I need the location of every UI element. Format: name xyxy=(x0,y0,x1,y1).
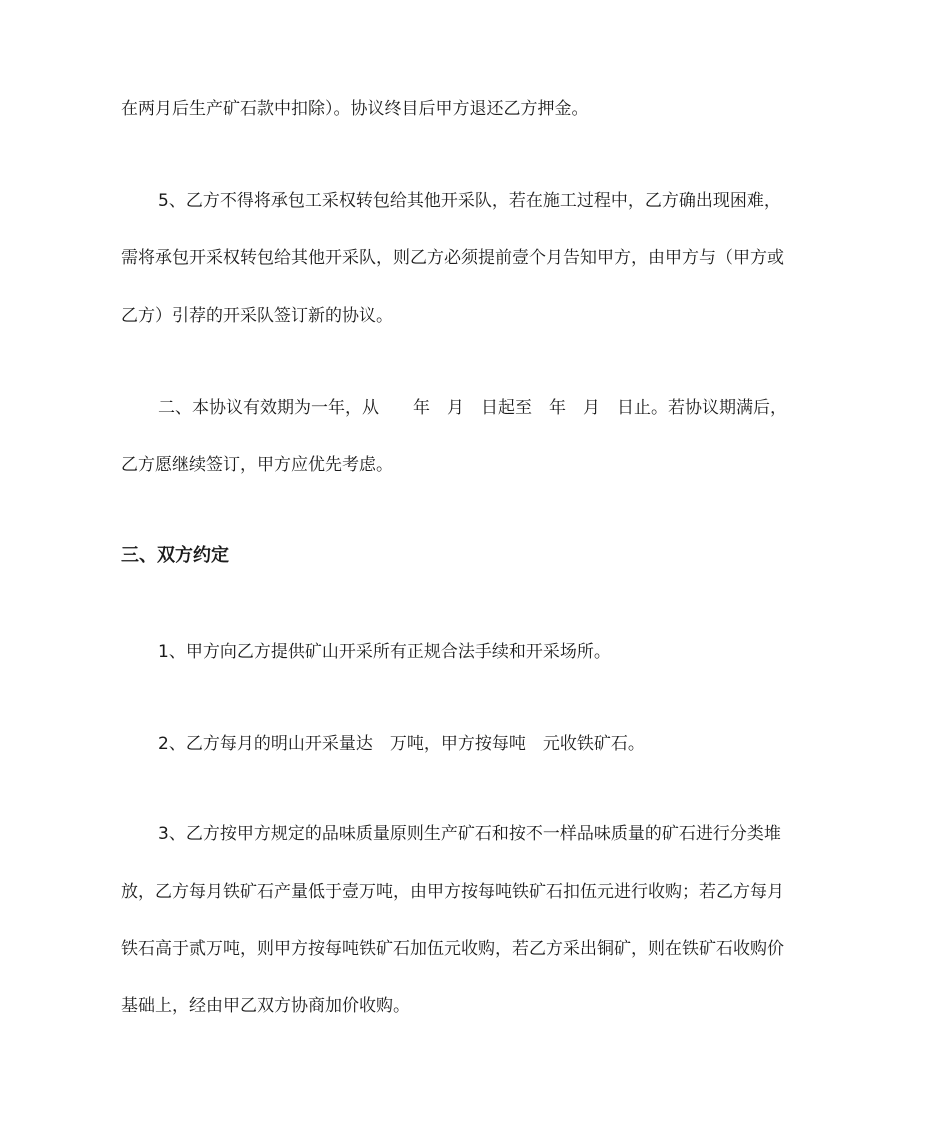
agreement-item-3-line-3: 铁石高于贰万吨，则甲方按每吨铁矿石加伍元收购，若乙方采出铜矿，则在铁矿石收购价 xyxy=(121,939,784,959)
section-2-line-2: 乙方愿继续签订，甲方应优先考虑。 xyxy=(121,455,393,475)
section-3-heading: 三、双方约定 xyxy=(121,545,229,566)
agreement-item-3-line-4: 基础上，经由甲乙双方协商加价收购。 xyxy=(121,996,410,1016)
section-2-line-1: 二、本协议有效期为一年，从 年 月 日起至 年 月 日止。若协议期满后， xyxy=(158,398,787,418)
agreement-item-3-line-1: 3、乙方按甲方规定的品味质量原则生产矿石和按不一样品味质量的矿石进行分类堆 xyxy=(158,824,781,844)
agreement-item-2: 2、乙方每月的明山开采量达 万吨，甲方按每吨 元收铁矿石。 xyxy=(158,734,645,754)
agreement-item-1: 1、甲方向乙方提供矿山开采所有正规合法手续和开采场所。 xyxy=(158,642,611,662)
clause-5-line-1: 5、乙方不得将承包工采权转包给其他开采队，若在施工过程中，乙方确出现困难， xyxy=(158,191,781,211)
clause-5-line-3: 乙方）引荐的开采队签订新的协议。 xyxy=(121,306,393,326)
clause-5-line-2: 需将承包开采权转包给其他开采队，则乙方必须提前壹个月告知甲方，由甲方与（甲方或 xyxy=(121,248,784,268)
agreement-item-3-line-2: 放，乙方每月铁矿石产量低于壹万吨，由甲方按每吨铁矿石扣伍元进行收购；若乙方每月 xyxy=(121,882,784,902)
text-line: 在两月后生产矿石款中扣除）。协议终目后甲方退还乙方押金。 xyxy=(121,99,589,119)
